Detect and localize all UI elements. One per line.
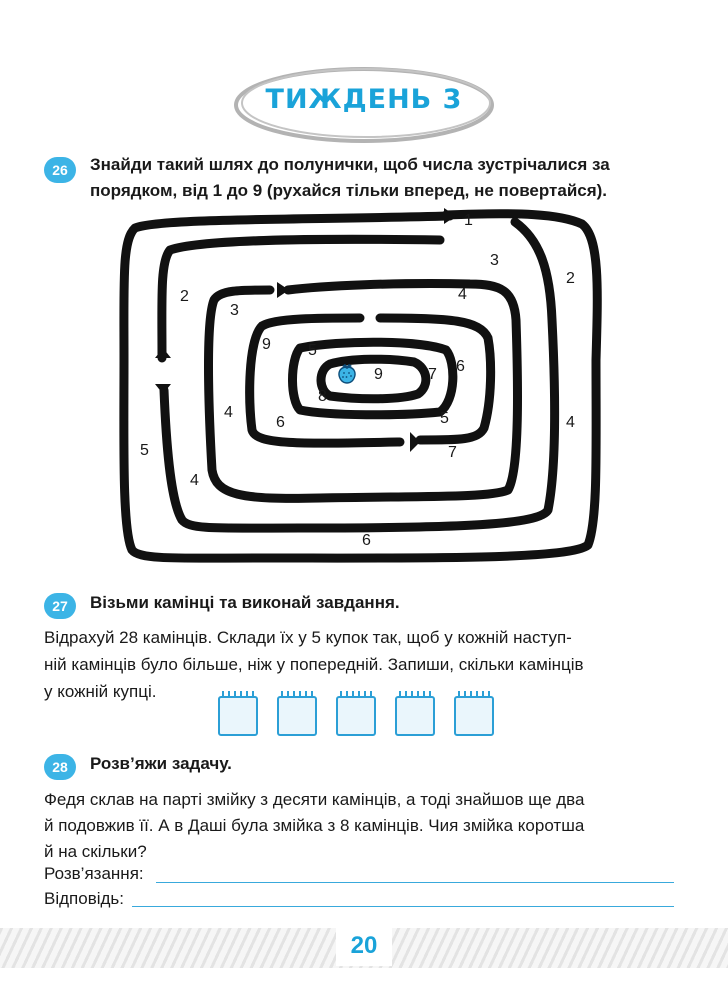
maze-number: 9 xyxy=(374,366,383,383)
task-26-text-line1: Знайди такий шлях до полунички, щоб числа зустрічалися за xyxy=(90,155,610,174)
maze-number: 9 xyxy=(262,336,271,353)
maze-number: 3 xyxy=(490,252,499,269)
maze-number: 4 xyxy=(566,414,575,431)
task-27-title: Візьми камінці та виконай завдання. xyxy=(90,593,400,612)
maze-number: 5 xyxy=(140,442,149,459)
task-26-badge: 26 xyxy=(44,157,76,183)
solution-label: Розв’язання: xyxy=(44,864,144,883)
answer-box[interactable] xyxy=(218,696,258,736)
answer-label: Відповідь: xyxy=(44,889,125,908)
answer-line[interactable] xyxy=(132,906,674,907)
answer-box[interactable] xyxy=(454,696,494,736)
maze-number: 2 xyxy=(180,288,189,305)
maze-number: 7 xyxy=(448,444,457,461)
solution-line[interactable] xyxy=(156,882,674,883)
page-number: 20 xyxy=(336,926,392,966)
maze-number: 7 xyxy=(428,366,437,383)
task-27-badge: 27 xyxy=(44,593,76,619)
maze-number: 6 xyxy=(276,414,285,431)
task-28-text-line3: й на скільки? xyxy=(44,842,147,861)
maze-number: 1 xyxy=(464,212,473,229)
answer-box[interactable] xyxy=(277,696,317,736)
maze-number: 6 xyxy=(362,532,371,549)
maze-number: 4 xyxy=(458,286,467,303)
task-27-text-line3: у кожній купці. xyxy=(44,682,157,701)
maze-number: 2 xyxy=(566,270,575,287)
maze-number: 6 xyxy=(456,358,465,375)
maze-number: 4 xyxy=(190,472,199,489)
task-27-text-line2: ній камінців було більше, ніж у попередній. Запиши, скільки камінців xyxy=(44,655,584,674)
answer-boxes xyxy=(218,696,494,736)
task-28-text-line1: Федя склав на парті змійку з десяти камінців, а тоді знайшов ще два xyxy=(44,790,585,809)
task-28-title: Розв’яжи задачу. xyxy=(90,754,232,773)
maze-number: 3 xyxy=(230,302,239,319)
maze-number: 5 xyxy=(308,342,317,359)
answer-box[interactable] xyxy=(336,696,376,736)
strawberry-icon xyxy=(336,362,358,386)
task-27-text-line1: Відрахуй 28 камінців. Склади їх у 5 купок так, щоб у кожній наступ- xyxy=(44,628,572,647)
answer-box[interactable] xyxy=(395,696,435,736)
task-26-text-line2: порядком, від 1 до 9 (рухайся тільки вперед, не повертайся). xyxy=(90,181,608,200)
maze-number: 5 xyxy=(440,410,449,427)
maze-number: 8 xyxy=(318,388,327,405)
task-28-text-line2: й подовжив її. А в Даші була змійка з 8 камінців. Чия змійка коротша xyxy=(44,816,585,835)
maze-number: 4 xyxy=(224,404,233,421)
task-28-badge: 28 xyxy=(44,754,76,780)
page-title: ТИЖДЕНЬ 3 xyxy=(265,84,463,115)
